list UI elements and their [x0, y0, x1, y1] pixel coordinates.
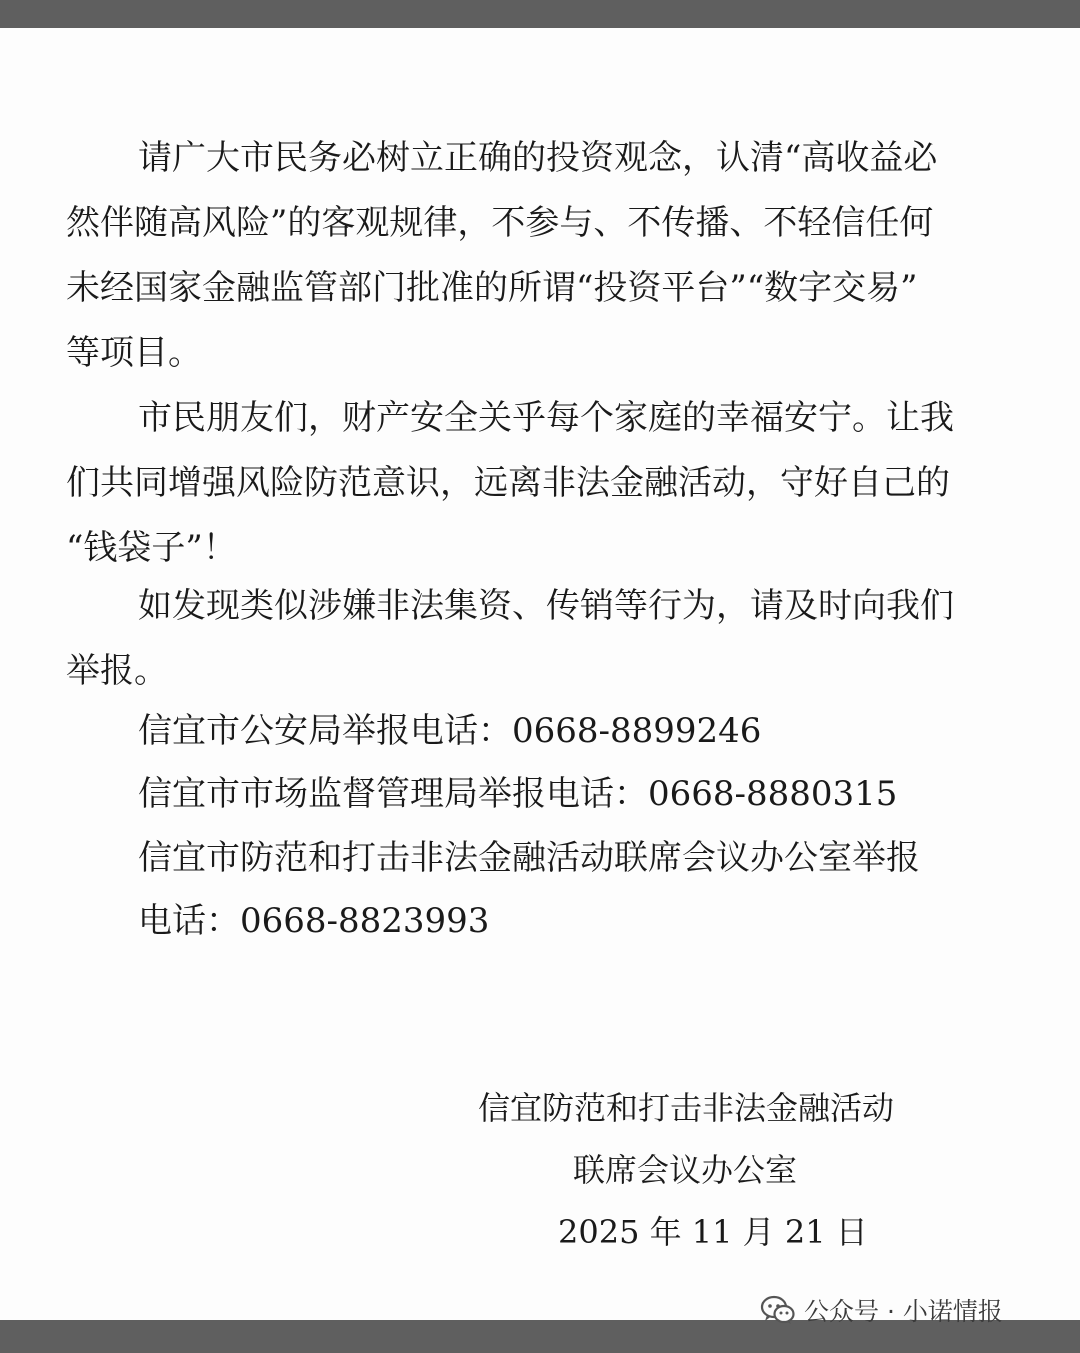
- wechat-icon: [760, 1295, 796, 1325]
- signature-org-line-2: 联席会议办公室: [573, 1151, 798, 1189]
- hotline-market-supervision: 信宜市市场监督管理局举报电话：0668-8880315: [138, 774, 898, 814]
- hotline-police: 信宜市公安局举报电话：0668-8899246: [138, 711, 762, 751]
- paragraph-1-line-2: 然伴随高风险”的客观规律，不参与、不传播、不轻信任何: [66, 203, 934, 243]
- paragraph-2-line-3: “钱袋子”！: [66, 528, 237, 568]
- paragraph-1-line-3: 未经国家金融监管部门批准的所谓“投资平台”“数字交易”: [66, 268, 918, 308]
- document-page: [0, 28, 1080, 1320]
- watermark-text: 公众号 · 小诺情报: [804, 1297, 1003, 1326]
- paragraph-3-line-2: 举报。: [66, 651, 168, 691]
- paragraph-2-line-1: 市民朋友们，财产安全关乎每个家庭的幸福安宁。让我: [138, 398, 954, 438]
- paragraph-1-line-4: 等项目。: [66, 333, 202, 373]
- paragraph-1-line-1: 请广大市民务必树立正确的投资观念，认清“高收益必: [138, 138, 938, 178]
- top-frame-bar: [0, 0, 1080, 28]
- wechat-watermark: [760, 1292, 1003, 1328]
- paragraph-3-line-1: 如发现类似涉嫌非法集资、传销等行为，请及时向我们: [138, 586, 954, 626]
- paragraph-2-line-2: 们共同增强风险防范意识，远离非法金融活动，守好自己的: [66, 463, 950, 503]
- hotline-joint-office-number: 电话：0668-8823993: [138, 901, 490, 941]
- signature-org-line-1: 信宜防范和打击非法金融活动: [478, 1089, 895, 1127]
- signature-date: 2025 年 11 月 21 日: [558, 1213, 868, 1251]
- hotline-joint-office: 信宜市防范和打击非法金融活动联席会议办公室举报: [138, 838, 920, 878]
